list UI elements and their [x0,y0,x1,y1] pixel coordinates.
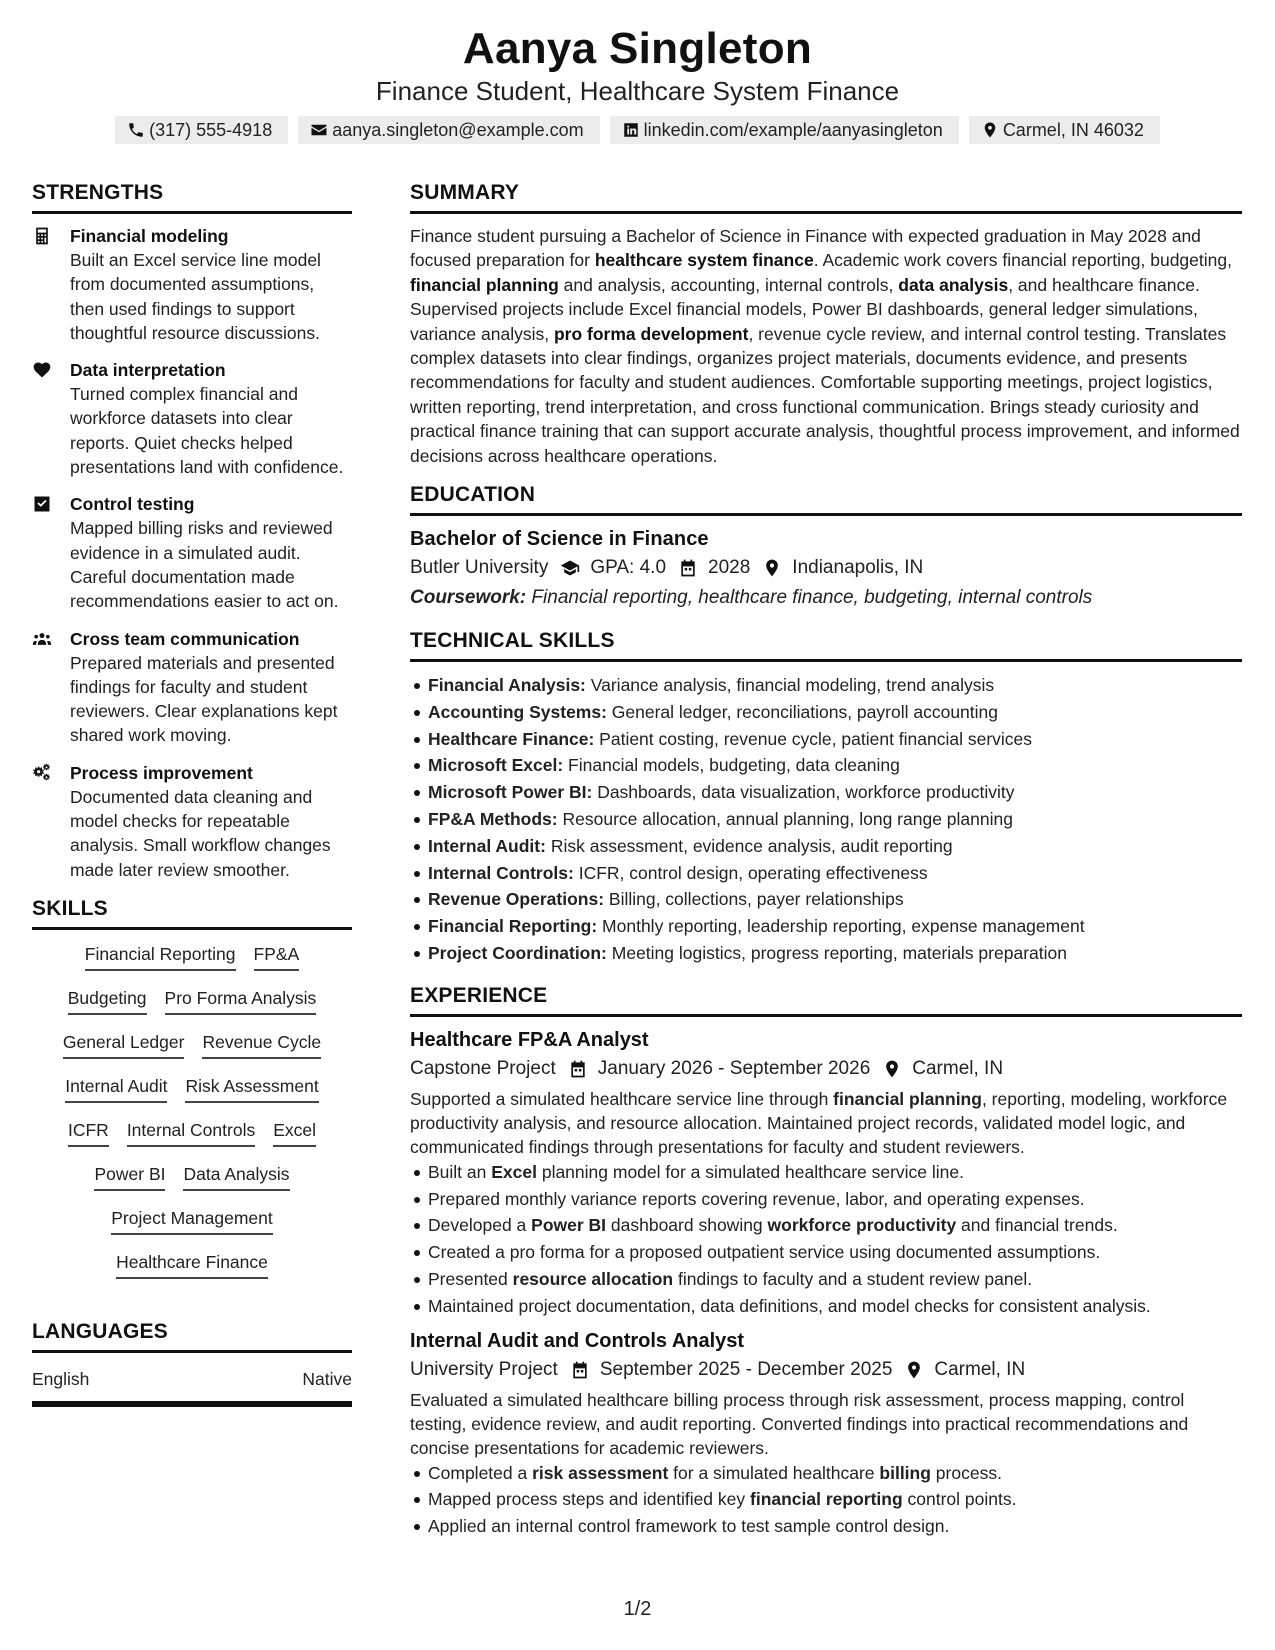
technical-skill-label: Healthcare Finance: [428,728,595,749]
resume-header [0,22,1275,144]
job-bullet [410,1159,1242,1186]
technical-skills-heading: TECHNICAL SKILLS [410,628,1242,662]
job-org: University Project [410,1358,558,1380]
technical-skill-label: Accounting Systems: [428,701,607,722]
strength-icon-wrap [32,358,70,479]
job-location: Carmel, IN [934,1358,1026,1380]
skill-row [42,942,342,971]
graduation-cap-icon [560,558,580,578]
skill-tag: ICFR [68,1118,109,1147]
technical-skill-text: Patient costing, revenue cycle, patient financial services [594,728,1033,749]
strength-title: Process improvement [70,762,253,783]
strength-item [32,224,352,345]
strength-body [70,492,352,613]
technical-skills-list [410,672,1242,967]
map-pin-icon [904,1360,924,1380]
text-run: Created a pro forma for a proposed outpatient service using documented assumptions. [428,1242,1101,1263]
bold-text: Power BI [531,1215,607,1236]
job-bullet [410,1460,1242,1487]
linkedin-text: linkedin.com/example/aanyasingleton [643,120,943,140]
envelope-icon [310,121,328,139]
degree-title: Bachelor of Science in Finance [410,528,709,551]
calendar-icon [568,1059,588,1079]
text-run: for a simulated healthcare [668,1462,880,1483]
phone-icon [127,121,145,139]
email-text: aanya.singleton@example.com [332,120,584,140]
page-number: 1/2 [623,1598,652,1620]
job-bullet [410,1186,1242,1213]
strength-description: Mapped billing risks and reviewed evidence in a simulated audit. Careful documentation made recommendations easier to act on. [70,518,339,612]
technical-skill-item [410,726,1242,753]
bold-text: pro forma development [553,323,749,344]
language-name: English [32,1368,90,1389]
job-dates: January 2026 - September 2026 [597,1057,871,1079]
education-meta [410,554,1242,582]
skill-row [42,1030,342,1059]
job-title: Internal Audit and Controls Analyst [410,1329,745,1352]
location-text: Carmel, IN 46032 [1002,120,1144,140]
contact-bar [0,116,1275,144]
right-column [410,180,1242,1548]
job-title: Healthcare FP&A Analyst [410,1028,649,1051]
skill-tag: Pro Forma Analysis [165,986,317,1015]
technical-skill-text: ICFR, control design, operating effectiveness [573,862,928,883]
technical-skill-text: Resource allocation, annual planning, long range planning [557,809,1013,830]
gpa-text: GPA: 4.0 [590,557,667,579]
skill-row [42,1206,342,1235]
text-run: Maintained project documentation, data definitions, and model checks for consistent analysis. [428,1295,1151,1316]
strength-title: Cross team communication [70,628,300,649]
job-bullets [410,1159,1242,1320]
users-icon [32,629,52,649]
strength-title: Data interpretation [70,360,226,381]
language-level: Native [302,1368,352,1389]
strength-body [70,627,352,748]
job-location: Carmel, IN [912,1057,1004,1079]
graduation-year: 2028 [708,557,751,579]
text-run: Applied an internal control framework to test sample control design. [428,1516,950,1537]
skill-row [42,986,342,1015]
phone-text: (317) 555-4918 [149,120,273,140]
linkedin-icon [622,121,640,139]
technical-skill-label: Microsoft Power BI: [428,782,593,803]
technical-skill-label: Financial Reporting: [428,916,598,937]
job-description [410,1388,1242,1460]
technical-skill-text: Risk assessment, evidence analysis, audit reporting [545,835,953,856]
experience-heading: EXPERIENCE [410,983,1242,1017]
language-row [32,1367,352,1407]
bold-text: risk assessment [532,1462,669,1483]
text-run: . Academic work covers financial reporting, budgeting, [813,250,1232,271]
technical-skill-label: Internal Audit: [428,835,546,856]
skill-tag: Project Management [111,1206,272,1235]
location-chip [969,116,1160,144]
checkbox-icon [32,494,52,514]
email-chip[interactable] [298,116,599,144]
text-run: Finance student pursuing a Bachelor of Science in Finance with expected graduation in May 2028 and focused preparation for [410,226,1201,271]
linkedin-chip[interactable] [610,116,959,144]
skill-tag: FP&A [254,942,300,971]
languages-heading: LANGUAGES [32,1319,352,1353]
strength-title: Control testing [70,494,195,515]
calculator-icon [32,226,52,246]
job-dates: September 2025 - December 2025 [599,1358,893,1380]
job-bullet [410,1266,1242,1293]
technical-skill-item [410,940,1242,967]
text-run: and analysis, accounting, internal controls, [558,274,899,295]
technical-skill-label: Revenue Operations: [428,889,605,910]
strength-body [70,358,352,479]
text-run: Presented [428,1269,513,1290]
text-run: Developed a [428,1215,532,1236]
job-entry [410,1027,1242,1320]
technical-skill-text: Variance analysis, financial modeling, trend analysis [585,675,995,696]
strength-description: Prepared materials and presented findings for faculty and student reviewers. Clear explanations kept shared work moving. [70,652,338,746]
skill-tag: Risk Assessment [185,1074,318,1103]
skill-tag: Internal Audit [65,1074,167,1103]
strength-description: Documented data cleaning and model checks for repeatable analysis. Small workflow changes made later review smoother. [70,786,331,880]
skill-tag: Power BI [94,1162,165,1191]
strength-description: Turned complex financial and workforce datasets into clear reports. Quiet checks helped presentations land with confidence. [70,384,344,478]
strength-title: Financial modeling [70,226,229,246]
bold-text: billing [879,1462,931,1483]
technical-skill-text: Meeting logistics, progress reporting, materials preparation [606,943,1067,964]
technical-skill-item [410,752,1242,779]
coursework-text: Financial reporting, healthcare finance, budgeting, internal controls [526,587,1093,609]
technical-skill-label: Internal Controls: [428,862,574,883]
technical-skill-text: General ledger, reconciliations, payroll accounting [606,701,998,722]
strength-item [32,627,352,748]
skill-tag: Revenue Cycle [202,1030,321,1059]
bold-text: resource allocation [512,1269,674,1290]
text-run: , revenue cycle review, and internal control testing. Translates complex datasets into clear findings, organizes project materials, documents evidence, and presents recommendations for faculty and student audiences. Comfortable supporting meetings, project logistics, written reporting, trend interpretation, and cross functional communication. Brings steady curiosity and practical finance training that can support accurate analysis, thoughtful process improvement, and informed decisions across healthcare operations. [410,323,1240,466]
skill-tag: Excel [273,1118,316,1147]
technical-skill-label: Financial Analysis: [428,675,586,696]
strengths-list [32,224,352,882]
technical-skill-text: Monthly reporting, leadership reporting, expense management [597,916,1085,937]
bold-text: financial planning [410,274,559,295]
candidate-name: Aanya Singleton [462,24,813,73]
technical-skill-item [410,806,1242,833]
text-run: dashboard showing [606,1215,768,1236]
technical-skill-text: Dashboards, data visualization, workforce productivity [592,782,1015,803]
technical-skill-label: FP&A Methods: [428,809,558,830]
job-description [410,1087,1242,1159]
bold-text: financial planning [833,1088,982,1109]
education-heading: EDUCATION [410,482,1242,516]
bold-text: workforce productivity [767,1215,957,1236]
job-entry [410,1328,1242,1540]
bold-text: data analysis [898,274,1009,295]
text-run: control points. [902,1489,1017,1510]
calendar-icon [570,1360,590,1380]
text-run: Completed a [428,1462,533,1483]
bold-text: healthcare system finance [594,250,814,271]
map-pin-icon [762,558,782,578]
coursework-label: Coursework: [410,587,527,609]
text-run: Mapped process steps and identified key [428,1489,750,1510]
text-run: process. [930,1462,1002,1483]
heart-icon [32,360,52,380]
summary-heading: SUMMARY [410,180,1242,214]
strengths-heading: STRENGTHS [32,180,352,214]
technical-skill-item [410,913,1242,940]
text-run: Prepared monthly variance reports covering revenue, labor, and operating expenses. [428,1188,1085,1209]
skill-row [42,1250,342,1279]
strength-icon-wrap [32,627,70,748]
text-run: Built an [428,1161,492,1182]
strength-icon-wrap [32,761,70,882]
strength-description: Built an Excel service line model from documented assumptions, then used findings to support thoughtful resource discussions. [70,250,321,343]
job-bullets [410,1460,1242,1540]
technical-skill-label: Project Coordination: [428,943,607,964]
technical-skill-item [410,886,1242,913]
coursework-line [410,584,1242,612]
gears-icon [32,763,52,783]
left-column [32,180,352,1407]
text-run: , reporting, modeling, workforce productivity analysis, and resource allocation. Maintained project records, validated model logic, and communicated findings through presentations for faculty and student reviewers. [410,1088,1228,1157]
map-pin-icon [882,1059,902,1079]
summary-text [410,224,1242,468]
strength-item [32,492,352,613]
skill-tag: Budgeting [68,986,147,1015]
job-bullet [410,1293,1242,1320]
bold-text: Excel [491,1161,537,1182]
candidate-title: Finance Student, Healthcare System Finance [375,76,900,106]
strength-item [32,358,352,479]
strength-icon-wrap [32,224,70,345]
skill-tag: Internal Controls [127,1118,255,1147]
technical-skill-text: Financial models, budgeting, data cleaning [563,755,900,776]
school-name: Butler University [410,557,549,579]
skill-tag: Healthcare Finance [116,1250,268,1279]
phone-chip[interactable] [115,116,288,144]
school-location: Indianapolis, IN [792,557,924,579]
text-run: Supported a simulated healthcare service line through [410,1088,834,1109]
job-bullet [410,1212,1242,1239]
job-bullet [410,1486,1242,1513]
strength-item [32,761,352,882]
job-meta [410,1055,1242,1083]
text-run: Evaluated a simulated healthcare billing process through risk assessment, process mapping, control testing, evidence review, and audit reporting. Converted findings into practical recommendations and concise presentations for academic reviewers. [410,1389,1189,1458]
skills-heading: SKILLS [32,896,352,930]
job-meta [410,1356,1242,1384]
skill-tag: General Ledger [63,1030,185,1059]
text-run: findings to faculty and a student review panel. [673,1269,1033,1290]
skills-list [32,940,352,1279]
text-run: and financial trends. [956,1215,1118,1236]
skill-row [42,1118,342,1147]
skill-tag: Data Analysis [183,1162,289,1191]
technical-skill-item [410,833,1242,860]
job-bullet [410,1513,1242,1540]
calendar-icon [678,558,698,578]
skill-row [42,1074,342,1103]
technical-skill-text: Billing, collections, payer relationships [604,889,904,910]
skill-row [42,1162,342,1191]
technical-skill-label: Microsoft Excel: [428,755,564,776]
map-pin-icon [981,121,999,139]
technical-skill-item [410,779,1242,806]
strength-body [70,224,352,345]
job-bullet [410,1239,1242,1266]
technical-skill-item [410,860,1242,887]
strength-icon-wrap [32,492,70,613]
text-run: planning model for a simulated healthcare service line. [536,1161,965,1182]
bold-text: financial reporting [750,1489,903,1510]
job-org: Capstone Project [410,1057,556,1079]
strength-body [70,761,352,882]
skill-tag: Financial Reporting [85,942,236,971]
technical-skill-item [410,672,1242,699]
experience-list [410,1027,1242,1540]
text-run: , and healthcare finance. Supervised projects include Excel financial models, Power BI dashboards, general ledger simulations, variance analysis, [410,274,1200,344]
technical-skill-item [410,699,1242,726]
